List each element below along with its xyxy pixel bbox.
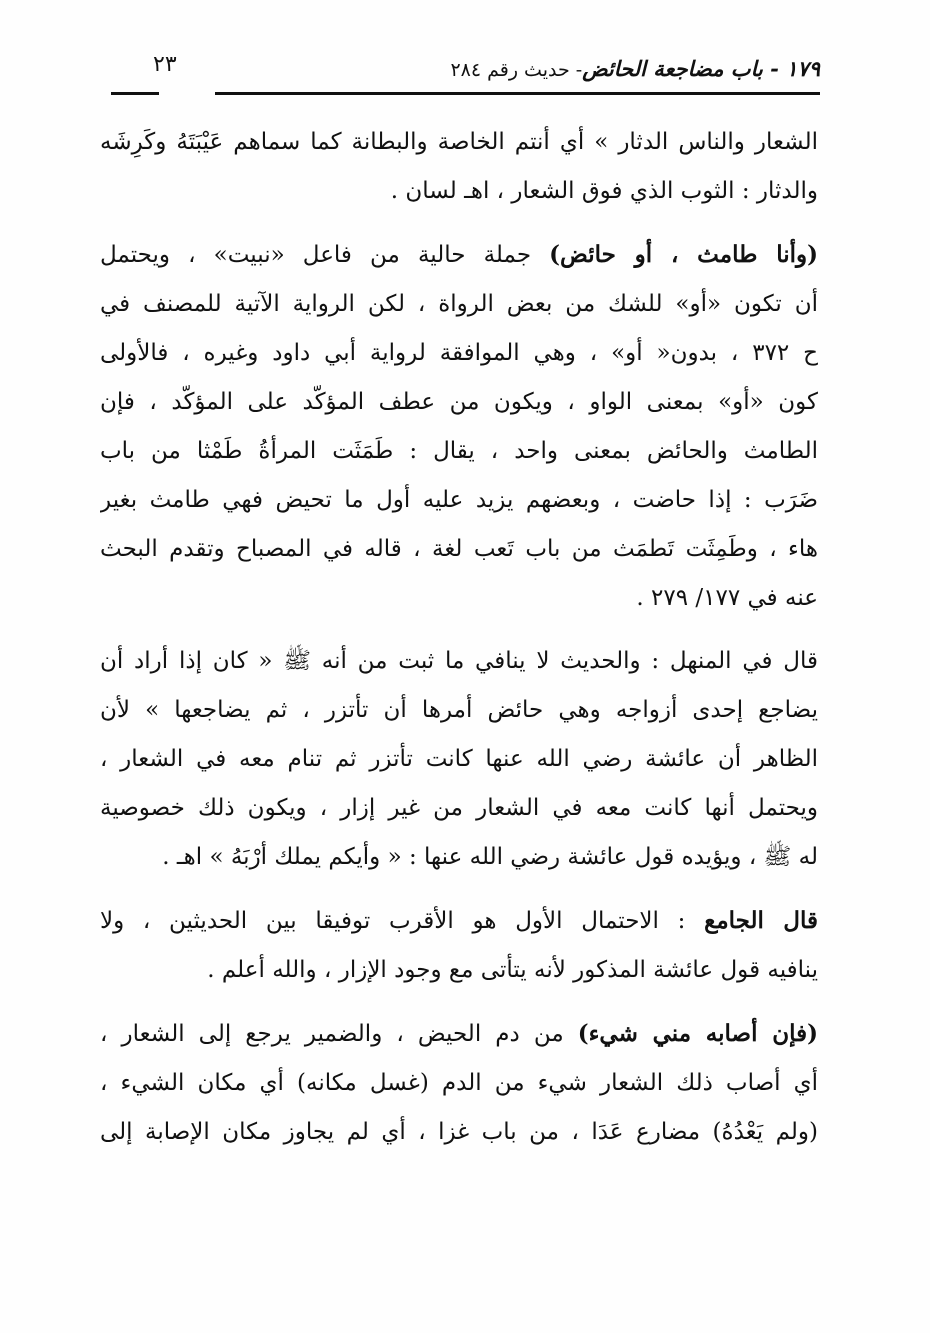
lemma-heading: (فإن أصابه مني شيء) xyxy=(577,1020,818,1047)
page-header xyxy=(105,52,820,98)
text-line: الطامث والحائض بمعنى واحد ، يقال : طَمَثَت المرأةُ طَمْثا من باب xyxy=(100,438,818,464)
text-line: ضَرَب : إذا حاضت ، وبعضهم يزيد عليه أول ما تحيض فهي طامث بغير xyxy=(100,487,818,513)
header-rule xyxy=(215,92,820,95)
text-line: قال الجامع : الاحتمال الأول هو الأقرب توفيقا بين الحديثين ، ولا xyxy=(100,907,818,934)
text-line: هاء ، وطَمِثَت تَطمَث من باب تَعب لغة ، قاله في المصباح وتقدم البحث xyxy=(100,536,818,562)
text-line: الشعار والناس الدثار » أي أنتم الخاصة والبطانة كما سماهم عَيْبَتَهُ وكَرِشَه xyxy=(100,129,818,155)
text-line: ح ٣٧٢ ، بدون« أو» ، وهي الموافقة لرواية أبي داود وغيره ، فالأولى xyxy=(100,340,818,366)
page-number-rule xyxy=(111,92,159,95)
chapter-heading xyxy=(450,56,820,81)
text-line: الظاهر أن عائشة رضي الله عنها كانت تأتزر ثم تنام معه في الشعار ، xyxy=(100,746,818,772)
text-line: (فإن أصابه مني شيء) من دم الحيض ، والضمير يرجع إلى الشعار ، xyxy=(100,1020,818,1047)
text-line: ينافيه قول عائشة المذكور لأنه يتأتى مع وجود الإزار ، والله أعلم . xyxy=(207,957,818,983)
text-line: ويحتمل أنها كانت معه في الشعار من غير إزار ، ويكون ذلك خصوصية xyxy=(100,795,818,821)
text-line: له ﷺ ، ويؤيده قول عائشة رضي الله عنها : « وأيكم يملك أرْبَهُ » اهـ . xyxy=(162,844,818,870)
text-line: (ولم يَعْدُهُ) مضارع عَدَا ، من باب غزا ، أي لم يجاوز مكان الإصابة إلى xyxy=(100,1119,818,1145)
paragraph-2 xyxy=(100,230,818,623)
paragraph-4 xyxy=(100,896,818,995)
page-number: ٢٣ xyxy=(153,52,177,77)
paragraph-5 xyxy=(100,1009,818,1157)
hadith-reference: - حديث رقم ٢٨٤ xyxy=(450,59,583,81)
text-line: أن تكون «أو» للشك من بعض الرواة ، لكن الرواية الآتية للمصنف في xyxy=(100,291,818,317)
author-note-heading: قال الجامع xyxy=(704,907,818,934)
text-line: (وأنا طامث ، أو حائض) جملة حالية من فاعل «نبيت» ، ويحتمل xyxy=(100,241,818,268)
lemma-heading: (وأنا طامث ، أو حائض) xyxy=(549,241,818,268)
text-line: عنه في ١٧٧/ ٢٧٩ . xyxy=(636,585,818,611)
text-line: كون «أو» بمعنى الواو ، ويكون من عطف المؤكّد على المؤكّد ، فإن xyxy=(100,389,818,415)
text-line: أي أصاب ذلك الشعار شيء من الدم (غسل مكانه) أي مكان الشيء ، xyxy=(100,1070,818,1096)
body-text xyxy=(100,118,818,1171)
chapter-title: ١٧٩ - باب مضاجعة الحائض xyxy=(582,56,820,81)
text-line: والدثار : الثوب الذي فوق الشعار ، اهـ لسان . xyxy=(390,178,818,204)
text-line: قال في المنهل : والحديث لا ينافي ما ثبت من أنه ﷺ « كان إذا أراد أن xyxy=(100,648,818,674)
paragraph-3 xyxy=(100,637,818,882)
text-line: يضاجع إحدى أزواجه وهي حائض أمرها أن تأتزر ، ثم يضاجعها » لأن xyxy=(100,697,818,723)
paragraph-1 xyxy=(100,118,818,216)
